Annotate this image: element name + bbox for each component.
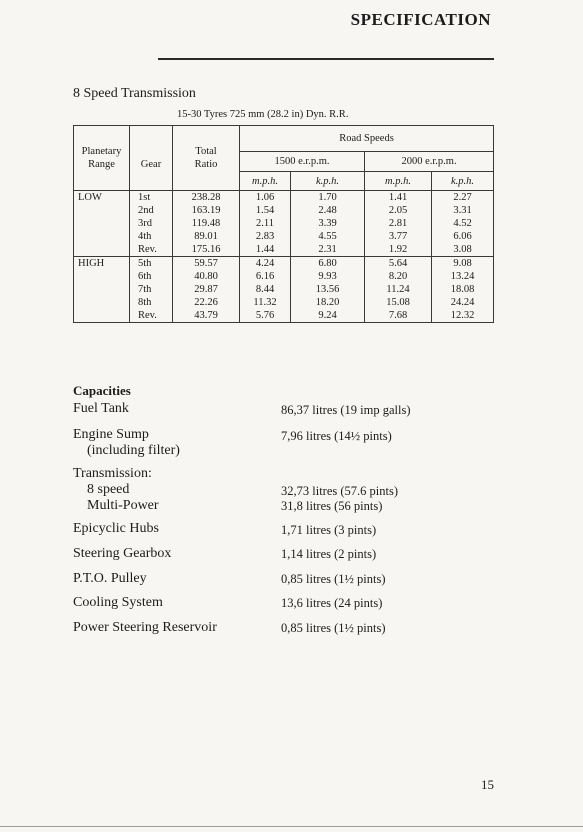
power-steering-label: Power Steering Reservoir [73,620,217,635]
pto-pulley-value: 0,85 litres (1½ pints) [281,572,386,586]
bottom-rule [0,826,583,827]
steering-gearbox-value: 1,14 litres (2 pints) [281,547,377,561]
header-planetary-range: Planetary Range [74,126,130,191]
ratio-cell: 238.28 163.19 119.48 89.01 175.16 [173,191,240,257]
engine-sump-sublabel: (including filter) [87,443,180,458]
header-1500-erpm: 1500 e.r.p.m. [240,152,365,172]
gear-cell: 1st 2nd 3rd 4th Rev. [130,191,173,257]
power-steering-value: 0,85 litres (1½ pints) [281,621,386,635]
pto-pulley-label: P.T.O. Pulley [73,571,147,586]
header-gear: Gear [130,126,173,191]
header-mph-2000: m.p.h. [365,172,432,191]
page-header-title: SPECIFICATION [350,10,491,29]
capacities-heading: Capacities [73,383,131,398]
table-row-low [74,191,494,257]
mph-1500-cell: 4.24 6.16 8.44 11.32 5.76 [240,257,291,323]
transmission-8speed-value: 32,73 litres (57.6 pints) [281,484,399,498]
cooling-system-value: 13,6 litres (24 pints) [281,596,383,610]
table-row-high [74,257,494,323]
range-cell: LOW [74,191,130,257]
engine-sump-value: 7,96 litres (14½ pints) [281,429,392,443]
speed-table [73,125,494,323]
fuel-tank-value: 86,37 litres (19 imp galls) [281,403,411,417]
kph-2000-cell: 9.08 13.24 18.08 24.24 12.32 [432,257,494,323]
kph-1500-cell: 1.70 2.48 3.39 4.55 2.31 [291,191,365,257]
engine-sump-label: Engine Sump [73,427,149,442]
header-road-speeds: Road Speeds [240,126,494,152]
section-title: 8 Speed Transmission [73,86,196,101]
transmission-8speed-label: 8 speed [87,482,130,497]
mph-2000-cell: 5.64 8.20 11.24 15.08 7.68 [365,257,432,323]
epicyclic-hubs-value: 1,71 litres (3 pints) [281,523,377,537]
page-number: 15 [481,777,494,792]
header-total-ratio: Total Ratio [173,126,240,191]
transmission-multipower-value: 31,8 litres (56 pints) [281,499,383,513]
gear-cell: 5th 6th 7th 8th Rev. [130,257,173,323]
header-mph-1500: m.p.h. [240,172,291,191]
range-cell: HIGH [74,257,130,323]
fuel-tank-label: Fuel Tank [73,401,129,416]
header-rule [158,58,494,60]
header-kph-1500: k.p.h. [291,172,365,191]
ratio-cell: 59.57 40.80 29.87 22.26 43.79 [173,257,240,323]
kph-1500-cell: 6.80 9.93 13.56 18.20 9.24 [291,257,365,323]
mph-2000-cell: 1.41 2.05 2.81 3.77 1.92 [365,191,432,257]
mph-1500-cell: 1.06 1.54 2.11 2.83 1.44 [240,191,291,257]
epicyclic-hubs-label: Epicyclic Hubs [73,521,159,536]
header-2000-erpm: 2000 e.r.p.m. [365,152,494,172]
header-kph-2000: k.p.h. [432,172,494,191]
steering-gearbox-label: Steering Gearbox [73,546,172,561]
transmission-multipower-label: Multi-Power [87,498,159,513]
transmission-label: Transmission: [73,466,152,481]
cooling-system-label: Cooling System [73,595,163,610]
kph-2000-cell: 2.27 3.31 4.52 6.06 3.08 [432,191,494,257]
tyres-note: 15-30 Tyres 725 mm (28.2 in) Dyn. R.R. [177,109,349,120]
